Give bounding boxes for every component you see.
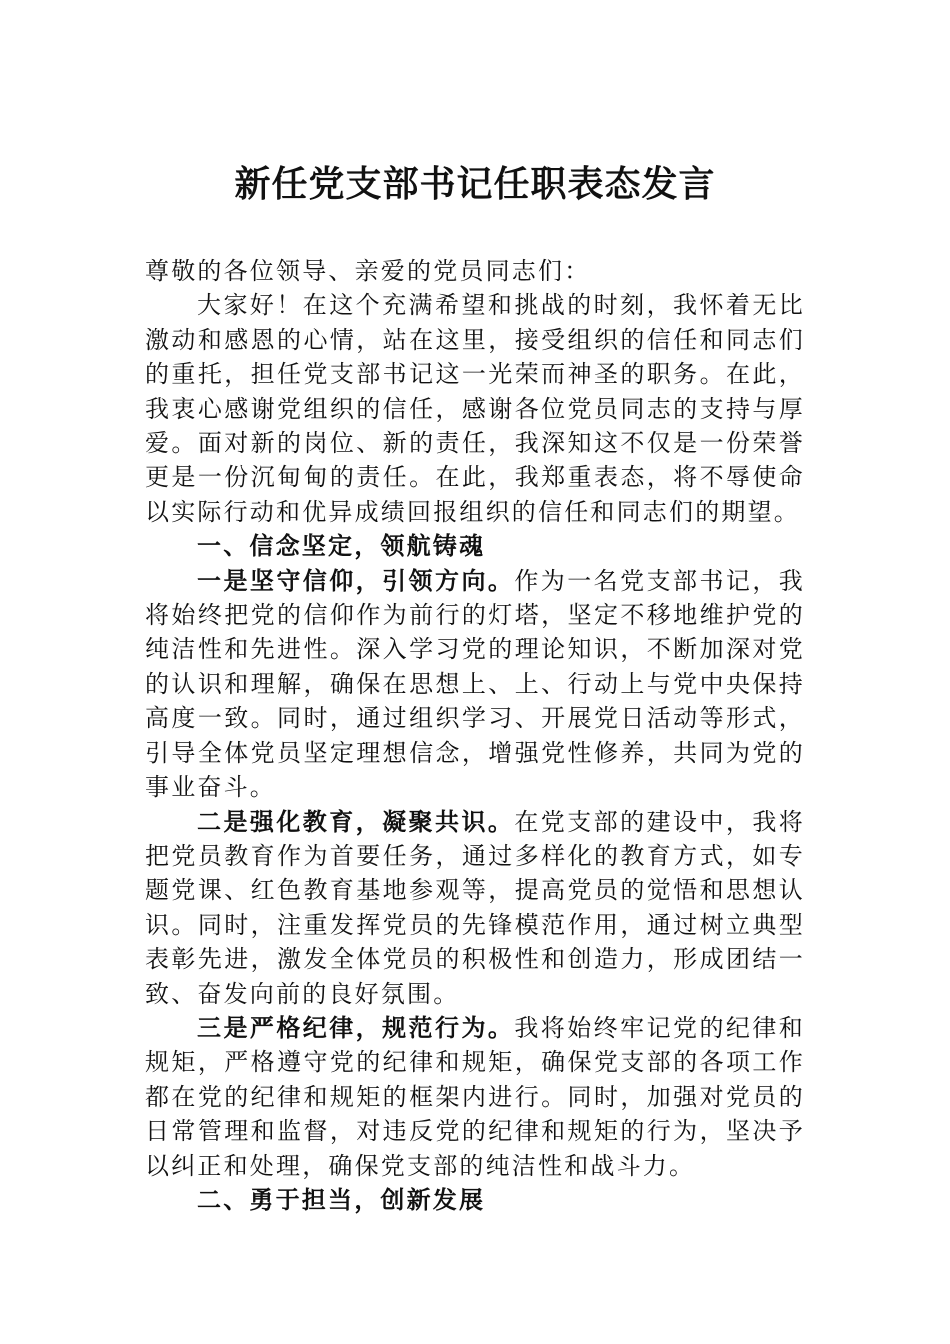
paragraph-1-text: 作为一名党支部书记，我将始终把党的信仰作为前行的灯塔，坚定不移地维护党的纯洁性和先进性。深入学习党的理论知识，不断加深对党的认识和理解，确保在思想上、上、行动上与党中央保持高度一致。同时，通过组织学习、开展党日活动等形式，引导全体党员坚定理想信念，增强党性修养，共同为党的事业奋斗。 bbox=[145, 566, 805, 802]
paragraph-1-lead: 一是坚守信仰，引领方向。 bbox=[197, 566, 515, 595]
document-body bbox=[145, 254, 805, 1217]
intro-paragraph: 大家好！在这个充满希望和挑战的时刻，我怀着无比激动和感恩的心情，站在这里，接受组织的信任和同志们的重托，担任党支部书记这一光荣而神圣的职务。在此，我衷心感谢党组织的信任，感谢各位党员同志的支持与厚爱。面对新的岗位、新的责任，我深知这不仅是一份荣誉更是一份沉甸甸的责任。在此，我郑重表态，将不辱使命以实际行动和优异成绩回报组织的信任和同志们的期望。 bbox=[145, 291, 805, 526]
paragraph-2-text: 在党支部的建设中，我将把党员教育作为首要任务，通过多样化的教育方式，如专题党课、红色教育基地参观等，提高党员的觉悟和思想认识。同时，注重发挥党员的先锋模范作用，通过树立典型表彰先进，激发全体党员的积极性和创造力，形成团结一致、奋发向前的良好氛围。 bbox=[145, 807, 805, 1008]
paragraph-3-lead: 三是严格纪律，规范行为。 bbox=[197, 1013, 515, 1042]
paragraph-3 bbox=[145, 1011, 805, 1183]
salutation: 尊敬的各位领导、亲爱的党员同志们： bbox=[145, 257, 591, 285]
page-title: 新任党支部书记任职表态发言 bbox=[234, 163, 716, 205]
paragraph-2-lead: 二是强化教育，凝聚共识。 bbox=[197, 807, 515, 836]
section-heading-2: 二、勇于担当，创新发展 bbox=[197, 1185, 486, 1214]
section-heading-1: 一、信念坚定，领航铸魂 bbox=[197, 532, 486, 561]
paragraph-1 bbox=[145, 564, 805, 805]
paragraph-3-text: 我将始终牢记党的纪律和规矩，严格遵守党的纪律和规矩，确保党支部的各项工作都在党的纪律和规矩的框架内进行。同时，加强对党员的日常管理和监督，对违反党的纪律和规矩的行为，坚决予以纠正和处理，确保党支部的纯洁性和战斗力。 bbox=[145, 1013, 805, 1180]
paragraph-2 bbox=[145, 805, 805, 1011]
